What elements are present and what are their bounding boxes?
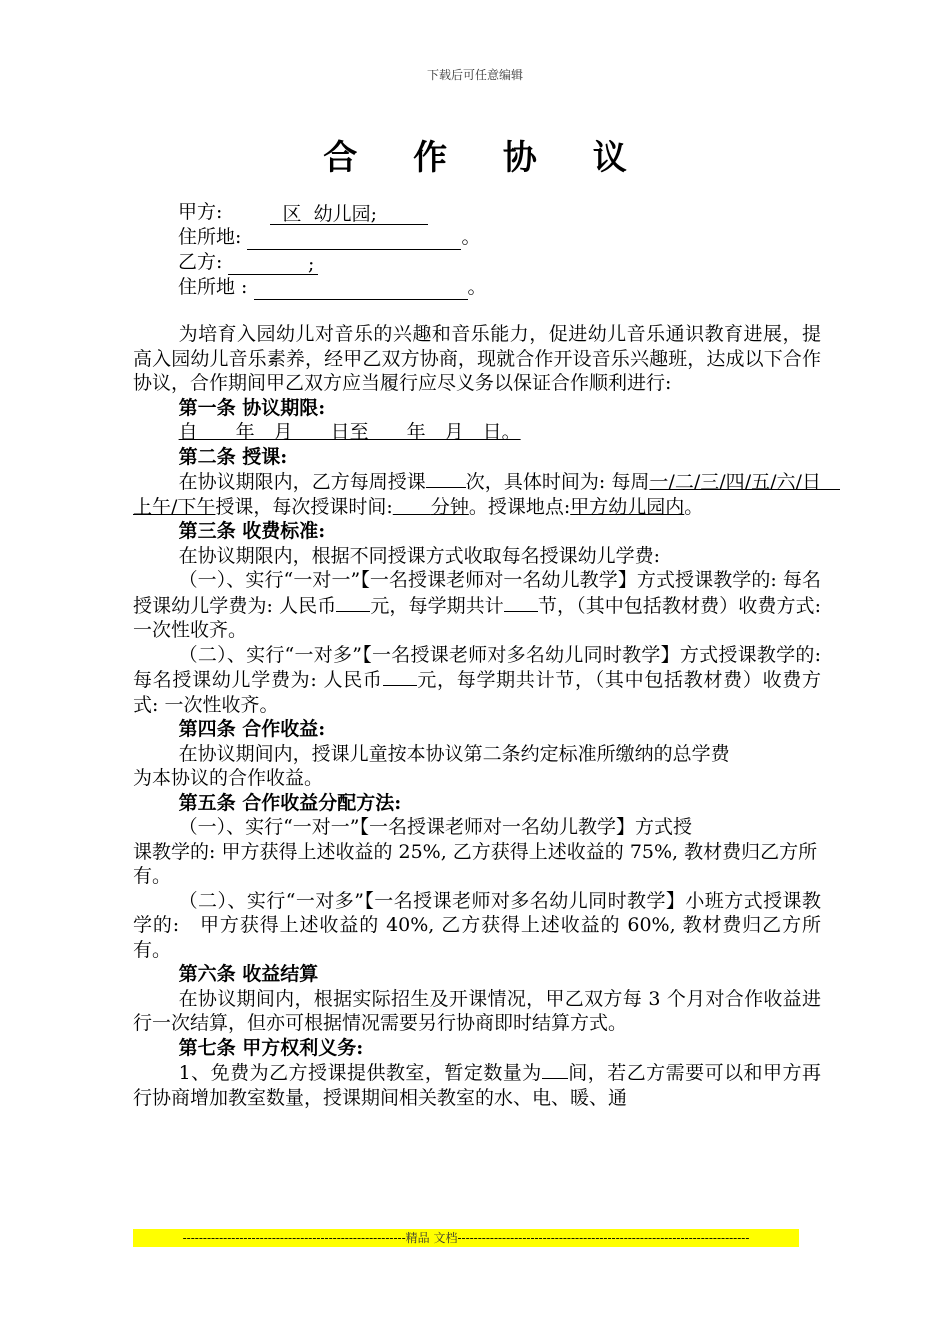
address-a-row: [178, 225, 487, 250]
sessions-one-to-one-blank: [504, 593, 538, 612]
article-1-period: 自 年 月 日至 年 月 日。: [178, 421, 521, 443]
article-5-item-1-a: （一）、实行“一对一”【一名授课老师对一名幼儿教学】方式授: [178, 816, 693, 838]
article-6-text: 在协议期间内，根据实际招生及开课情况，甲乙双方每 3 个月对合作收益进行一次结算，但亦可根据情况需要另行协商即时结算方式。: [133, 987, 821, 1034]
article-3-item-2-a: （二）、实行“一对多”【一名授课老师对多名幼儿同时教学】方式授课教学的: 每名授课幼儿学费为: 人民币: [133, 643, 821, 691]
article-6-title: 第六条 收益结算: [178, 963, 319, 985]
article-5-item-1-b: 课教学的: 甲方获得上述收益的 25%, 乙方获得上述收益的 75%, 教材费归乙方所有。: [133, 840, 818, 887]
footer-left-dashes: -------------------------------------------------------: [182, 1231, 406, 1245]
party-a-value: 区 幼儿园;: [270, 204, 428, 225]
party-b-label: 乙方:: [178, 251, 223, 273]
article-3-item-1-a: （一）、实行“一对一”【一名授课老师对一名幼儿教学】方式授课教学的: 每名授课幼儿学费为: 人民币: [133, 569, 821, 617]
address-b-end: 。: [467, 276, 487, 298]
article-3-title: 第三条 收费标准:: [178, 520, 326, 542]
lessons-per-week-blank: [426, 469, 466, 488]
party-b-value: ;: [228, 254, 318, 275]
article-3-item-2: [133, 643, 821, 718]
contract-body: [133, 322, 840, 1110]
article-2-part-c: 授课，每次授课时间:: [215, 495, 393, 518]
article-3-item-2-b: 元，每学期共计节，（其中包括教材费）收费方式: 一次性收齐。: [133, 669, 821, 716]
address-b-blank: [254, 299, 468, 300]
article-3-item-1-c: 节，（其中包括教材费）收费方式: 一次性收齐。: [133, 594, 821, 641]
parties-block: [178, 200, 487, 300]
document-title: 合 作 协 议: [323, 138, 649, 178]
article-7-item-1: [133, 1060, 821, 1110]
party-a-label: 甲方:: [178, 201, 223, 223]
article-7-title: 第七条 甲方权利义务:: [178, 1036, 364, 1059]
address-b-label: 住所地 :: [178, 276, 248, 298]
article-5-item-2: （二）、实行“一对多”【一名授课老师对多名幼儿同时教学】小班方式授课教学的: 甲方获得上述收益的 40%, 乙方获得上述收益的 60%, 教材费归乙方所有。: [133, 889, 821, 961]
article-3-item-1: [133, 568, 821, 643]
article-1-title: 第一条 协议期限:: [178, 396, 326, 419]
footer-label: 精品 文档: [405, 1231, 458, 1245]
article-2-part-b: 次，具体时间为: 每周: [465, 471, 650, 493]
party-a-row: [178, 200, 487, 225]
article-2-part-e: 。: [684, 495, 704, 518]
article-3-item-1-b: 元，每学期共计: [370, 594, 504, 617]
article-2-title: 第二条 授课:: [178, 445, 288, 468]
article-2-days: 一/二/三/四/五/六/日 上午/下午: [133, 471, 840, 518]
footer-right-dashes: ------------------------------------------------------------------------: [457, 1231, 750, 1245]
article-1-text: [133, 420, 821, 445]
fee-one-to-one-blank: [336, 593, 370, 612]
intro-paragraph: 为培育入园幼儿对音乐的兴趣和音乐能力，促进幼儿音乐通识教育进展，提高入园幼儿音乐素养，经甲乙双方协商，现就合作开设音乐兴趣班，达成以下合作协议，合作期间甲乙双方应当履行应尽义务以保证合作顺利进行:: [133, 323, 821, 394]
article-4-text-1: 在协议期间内，授课儿童按本协议第二条约定标准所缴纳的总学费: [178, 742, 730, 765]
article-7-item-1-a: 1、免费为乙方授课提供教室，暂定数量为: [178, 1062, 542, 1084]
address-a-label: 住所地:: [178, 226, 242, 248]
article-2-part-d: 。授课地点:: [468, 495, 571, 518]
page-header-note: 下载后可任意编辑: [426, 68, 523, 82]
article-4-text-2: 为本协议的合作收益。: [133, 767, 324, 789]
article-2-place: 甲方幼儿园内: [570, 495, 685, 518]
address-a-end: 。: [461, 226, 481, 248]
article-2-minutes-label: 分钟: [430, 495, 469, 518]
article-2-text: [133, 469, 840, 519]
address-b-row: [178, 275, 487, 300]
party-b-row: [178, 250, 487, 275]
footer-banner: [133, 1229, 799, 1247]
article-2-part-a: 在协议期限内，乙方每周授课: [178, 471, 426, 493]
article-5-title: 第五条 合作收益分配方法:: [178, 791, 402, 814]
classroom-count-blank: [542, 1060, 568, 1079]
article-3-text: 在协议期限内，根据不同授课方式收取每名授课幼儿学费:: [178, 544, 660, 567]
article-2-minutes: [393, 496, 469, 518]
article-7-item-1-b: 间，若乙方需要可以和甲方再行协商增加教室数量，授课期间相关教室的水、电、暖、通: [133, 1062, 821, 1109]
fee-one-to-many-blank: [383, 667, 417, 686]
article-4-title: 第四条 合作收益:: [178, 718, 326, 740]
